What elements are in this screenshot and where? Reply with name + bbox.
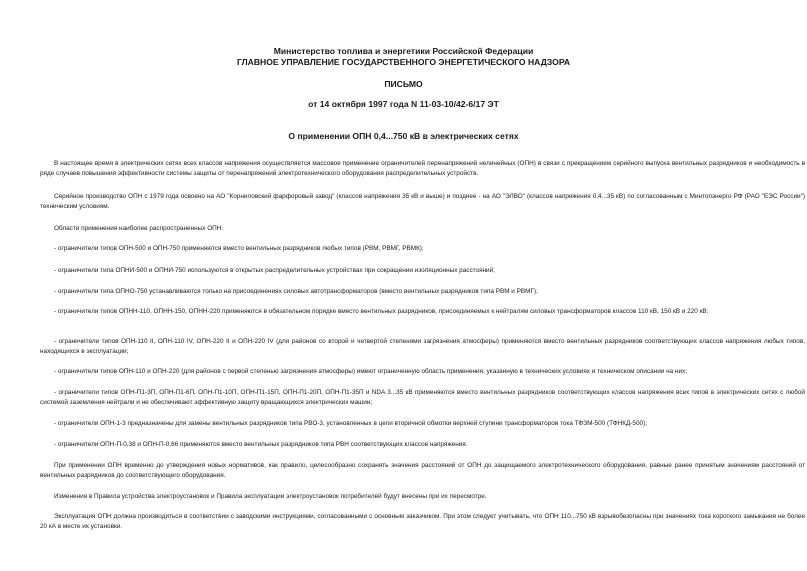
document-date-number: от 14 октября 1997 года N 11-03-10/42-6/17 ЭТ: [308, 99, 499, 109]
paragraph-intro: В настоящее время в электрических сетях всех классов напряжения осуществляется массовое применение ограничителей перенапряжений нелинейных (ОПН) в связи с прекращением серийного выпуска вентильных разрядников и необходимость в ряде случаев повышения эффективности системы защиты от перенапряжений электротехнического оборудования распределительных устройств.: [40, 160, 805, 177]
document-body: [40, 0, 805, 571]
list-item: - ограничители типа ОПНО-750 устанавливаются только на присоединениях силовых автотрансформаторов (вместо вентильных разрядников типа РВМ и РВМГ);: [54, 288, 538, 295]
list-item: - ограничители типов ОПНН-110, ОПНН-150, ОПНН-220 применяются в обязательном порядке вместо вентильных разрядников, присоединяемых к нейтралям силовых трансформаторов классов 110 кВ, 150 кВ и 220 кВ;: [54, 308, 709, 315]
list-item: - ограничители типов ОПН-П1-3П, ОПН-П1-6П, ОПН-П1-10П, ОПН-П1-15П, ОПН-П1-20П, ОПН-П1-35П и NDA 3...35 кВ применяются вместо вентильных разрядников соответствующих классов напряжения всех типов в электрических сетях с любой системой заземления нейтрали и не обеспечивают эффективную защиту вращающихся электрических машин;: [40, 389, 805, 406]
supervision-heading: ГЛАВНОЕ УПРАВЛЕНИЕ ГОСУДАРСТВЕННОГО ЭНЕРГЕТИЧЕСКОГО НАДЗОРА: [236, 57, 571, 67]
ministry-heading: Министерство топлива и энергетики Российской Федерации: [273, 46, 534, 56]
paragraph-operation: Эксплуатация ОПН должна производиться в соответствии с заводскими инструкциями, согласованными с основным заказчиком. При этом следует учитывать, что ОПН 110...750 кВ взрывобезопасны при значениях тока короткого замыкания не более 20 кА в месте их установки.: [40, 513, 805, 530]
paragraph-areas-heading: Области применения наиболее распространенных ОПН:: [54, 225, 224, 232]
list-item: - ограничители типов ОПН-500 и ОПН-750 применяются вместо вентильных разрядников любых типов (РВМ, РВМГ, РВМК);: [54, 245, 424, 252]
document-title: О применении ОПН 0,4...750 кВ в электрических сетях: [288, 131, 519, 141]
list-item: - ограничители типа ОПНИ-500 и ОПНИ-750 используются в открытых распределительных устройствах при сокращении изоляционных расстояний;: [54, 267, 495, 274]
paragraph-distances: При применении ОПН временно до утверждения новых нормативов, как правило, целесообразно сохранять значения расстояний от ОПН до защищаемого электротехнического оборудования, равные ранее принятым значениям расстояний от вентильных разрядников до соответствующего оборудования.: [40, 462, 805, 479]
list-item: - ограничители типов ОПН-110 и ОПН-220 (для районов с первой степенью загрязнения атмосферы) имеют ограниченную область применения, указанную в технических условиях и техническом описании на них;: [54, 368, 688, 375]
document-type: ПИСЬМО: [384, 79, 423, 89]
list-item: - ограничители типов ОПН-110 II, ОПН-110 IV, ОПН-220 II и ОПН-220 IV (для районов со второй и четвертой степенями загрязнения атмосферы) применяются вместо вентильных разрядников соответствующих классов напряжения любых типов, находящихся в эксплуатации;: [40, 338, 805, 355]
paragraph-rules-changes: Изменения в Правила устройства электроустановок и Правила эксплуатации электроустановок потребителей будут внесены при их пересмотре.: [54, 493, 487, 500]
list-item: - ограничители ОПН-1-3 предназначены для замены вентильных разрядников типа РВО-3, установленных в цепи вторичной обмотки верхней ступени трансформаторов тока ТФЗМ-500 (ТФНКД-500);: [54, 420, 647, 427]
list-item: - ограничители ОПН-П-0,38 и ОПН-П-0,66 применяются вместо вентильных разрядников типа РВН соответствующих классов напряжения.: [54, 441, 468, 448]
paragraph-production: Серийное производство ОПН с 1979 года освоено на АО "Корниловский фарфоровый завод" (классов напряжения 35 кВ и выше) и позднее - на АО "ЭЛВО" (классов напряжения 0,4...35 кВ) по согласованным с Минтопэнерго РФ (РАО "ЕЭС России") техническим условиям.: [40, 193, 805, 210]
